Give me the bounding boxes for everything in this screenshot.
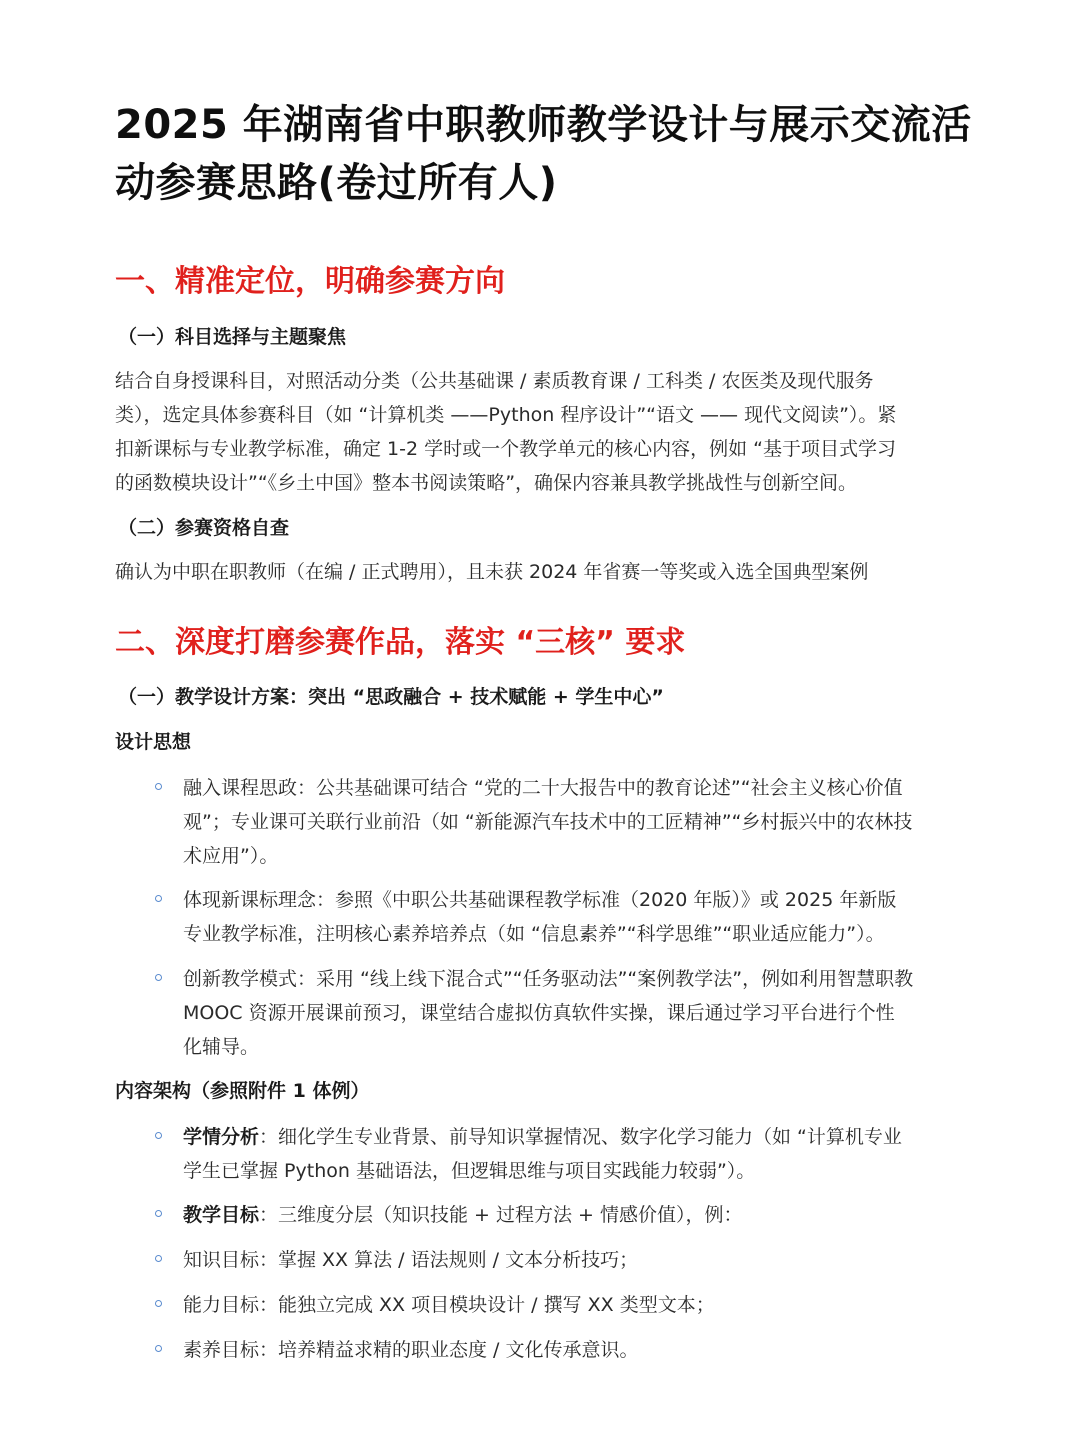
- list-item-line: 术应用”）。: [183, 845, 279, 867]
- list-item-text: [183, 1288, 983, 1322]
- section-1-sub-2-heading: （二）参赛资格自查: [118, 517, 290, 539]
- list-item-text: [183, 1333, 983, 1367]
- content-structure-heading: 内容架构（参照附件 1 体例）: [115, 1080, 370, 1102]
- list-item-text: [183, 1243, 983, 1277]
- list-item-line: [183, 1120, 983, 1154]
- list-item-line: 创新教学模式：采用 “线上线下混合式”“任务驱动法”“案例教学法”，例如利用智慧职教: [183, 968, 914, 990]
- list-item-text: [183, 962, 983, 1064]
- list-item-line: 学生已掌握 Python 基础语法，但逻辑思维与项目实践能力较弱”）。: [183, 1160, 756, 1182]
- list-item-line: 专业教学标准，注明核心素养培养点（如 “信息素养”“科学思维”“职业适应能力”）。: [183, 923, 885, 945]
- section-2-heading: 二、深度打磨参赛作品，落实 “三核” 要求: [115, 625, 686, 660]
- bullet-icon: [155, 895, 162, 902]
- bullet-icon: [155, 783, 162, 790]
- list-item-text: [183, 883, 983, 951]
- list-item-bold-label: 教学目标: [183, 1204, 260, 1226]
- list-item-rest: ：三维度分层（知识技能 + 过程方法 + 情感价值），例：: [259, 1204, 743, 1226]
- list-item-text: [183, 1120, 983, 1188]
- bullet-icon: [155, 1132, 162, 1139]
- bullet-icon: [155, 1300, 162, 1307]
- bullet-icon: [155, 1345, 162, 1352]
- list-item-line: 观”；专业课可关联行业前沿（如 “新能源汽车技术中的工匠精神”“乡村振兴中的农林技: [183, 811, 913, 833]
- section-2-sub-1-heading: （一）教学设计方案：突出 “思政融合 + 技术赋能 + 学生中心”: [118, 686, 664, 708]
- paragraph-line: 扣新课标与专业教学标准，确定 1-2 学时或一个教学单元的核心内容，例如 “基于项目式学习: [115, 438, 896, 460]
- list-item-line: 能力目标：能独立完成 XX 项目模块设计 / 撰写 XX 类型文本；: [183, 1294, 715, 1316]
- bullet-icon: [155, 974, 162, 981]
- list-item-line: [183, 1198, 983, 1232]
- section-1-sub-1-paragraph: [115, 364, 975, 500]
- section-1-sub-2-paragraph: [115, 555, 975, 589]
- document-title: [115, 96, 985, 212]
- list-item-text: [183, 1198, 983, 1232]
- paragraph-line: 类），选定具体参赛科目（如 “计算机类 ——Python 程序设计”“语文 —— 现代文阅读”）。紧: [115, 404, 897, 426]
- list-item-line: 素养目标：培养精益求精的职业态度 / 文化传承意识。: [183, 1339, 639, 1361]
- list-item-bold-label: 学情分析: [183, 1126, 260, 1148]
- list-item-line: 体现新课标理念：参照《中职公共基础课程教学标准（2020 年版）》或 2025 年新版: [183, 889, 897, 911]
- list-item-line: 知识目标：掌握 XX 算法 / 语法规则 / 文本分析技巧；: [183, 1249, 639, 1271]
- list-item-line: 融入课程思政：公共基础课可结合 “党的二十大报告中的教育论述”“社会主义核心价值: [183, 777, 903, 799]
- paragraph-line: 结合自身授课科目，对照活动分类（公共基础课 / 素质教育课 / 工科类 / 农医类及现代服务: [115, 370, 874, 392]
- section-1-sub-1-heading: （一）科目选择与主题聚焦: [118, 326, 347, 348]
- title-line-2: 动参赛思路(卷过所有人): [115, 160, 558, 206]
- section-1-heading: 一、精准定位，明确参赛方向: [115, 264, 505, 299]
- bullet-icon: [155, 1255, 162, 1262]
- paragraph-line: 的函数模块设计”“《乡土中国》整本书阅读策略”，确保内容兼具教学挑战性与创新空间。: [115, 472, 858, 494]
- bullet-icon: [155, 1210, 162, 1217]
- list-item-rest: ：细化学生专业背景、前导知识掌握情况、数字化学习能力（如 “计算机专业: [259, 1126, 902, 1148]
- list-item-line: MOOC 资源开展课前预习，课堂结合虚拟仿真软件实操，课后通过学习平台进行个性: [183, 1002, 895, 1024]
- paragraph-line: 确认为中职在职教师（在编 / 正式聘用），且未获 2024 年省赛一等奖或入选全国典型案例: [115, 561, 869, 583]
- list-item-line: 化辅导。: [183, 1036, 260, 1058]
- list-item-text: [183, 771, 983, 873]
- design-thought-heading: 设计思想: [115, 731, 192, 753]
- title-line-1: 2025 年湖南省中职教师教学设计与展示交流活: [115, 102, 972, 148]
